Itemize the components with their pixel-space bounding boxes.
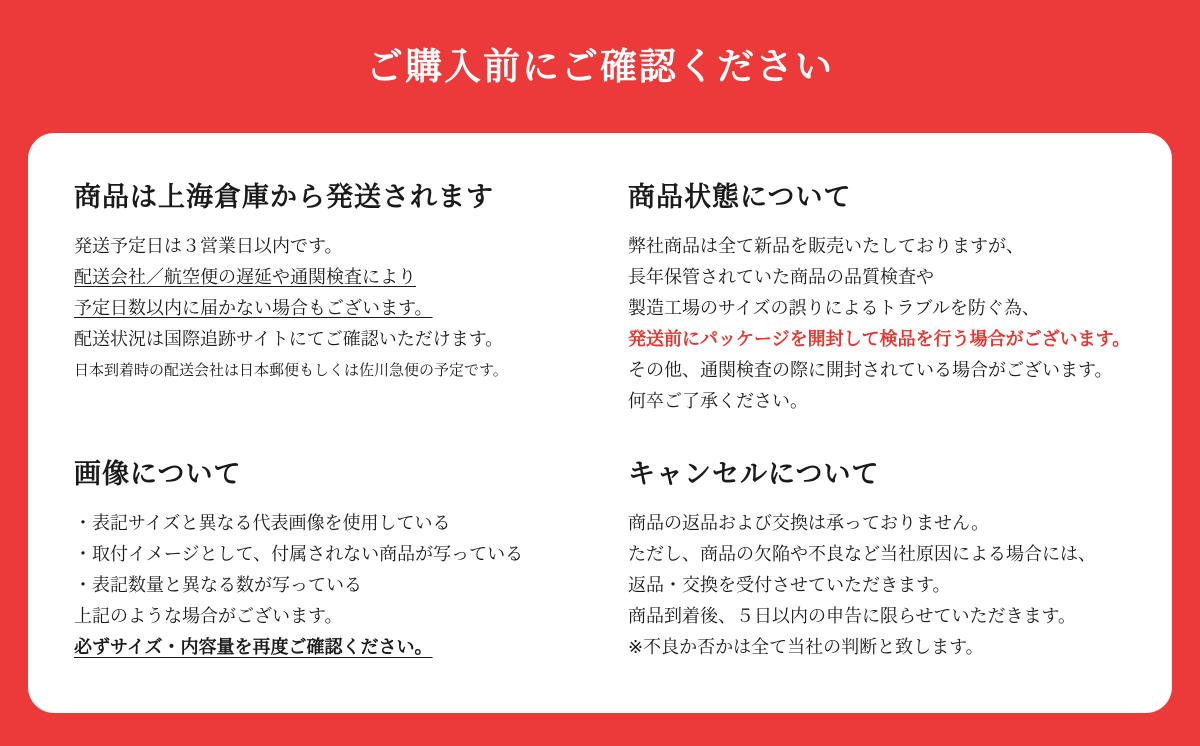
text-line: 予定日数以内に届かない場合もございます。 (74, 297, 433, 319)
text-line: 何卒ご了承ください。 (628, 390, 808, 412)
text-line: 製造工場のサイズの誤りによるトラブルを防ぐ為、 (628, 297, 1040, 319)
page-title: ご購入前にご確認ください (366, 45, 834, 88)
text-line: 商品到着後、５日以内の申告に限らせていただきます。 (628, 605, 1077, 627)
section-cancel-heading: キャンセルについて (628, 458, 880, 490)
text-line: 日本到着時の配送会社は日本郵便もしくは佐川急便の予定です。 (74, 360, 508, 379)
text-line: 上記のような場合がございます。 (74, 605, 343, 627)
notice-card (28, 133, 1172, 713)
text-line: 発送予定日は３営業日以内です。 (74, 236, 343, 257)
section-shipping-heading: 商品は上海倉庫から発送されます (74, 182, 494, 213)
notice-sections-grid (74, 175, 1131, 663)
text-line: 長年保管されていた商品の品質検査や (628, 266, 934, 288)
section-shipping (74, 175, 604, 418)
text-line: 返品・交換を受付させていただきます。 (628, 574, 951, 596)
section-images-lines (74, 509, 604, 664)
section-images-heading: 画像について (74, 458, 242, 490)
text-line: 商品の返品および交換は承っておりません。 (628, 512, 990, 534)
text-line: 弊社商品は全て新品を販売いたしておりますが、 (628, 236, 1024, 257)
section-condition-heading: 商品状態について (628, 182, 852, 213)
text-line: ただし、商品の欠陥や不良など当社原因による場合には、 (628, 543, 1096, 565)
section-cancel-lines (628, 509, 1130, 664)
section-images (74, 440, 604, 664)
text-line-highlight: 発送前にパッケージを開封して検品を行う場合がございます。 (628, 328, 1131, 350)
text-line: 配送状況は国際追跡サイトにてご確認いただけます。 (74, 328, 504, 350)
section-cancel (618, 440, 1130, 664)
section-condition-lines (628, 232, 1130, 418)
text-line: 配送会社／航空便の遅延や通関検査により (74, 266, 416, 288)
section-shipping-lines (74, 232, 604, 384)
text-line: ・表記数量と異なる数が写っている (74, 574, 362, 596)
text-line-emphasis: 必ずサイズ・内容量を再度ご確認ください。 (74, 636, 433, 658)
section-condition (618, 175, 1130, 418)
text-line: ※不良か否かは全て当社の判断と致します。 (628, 636, 984, 658)
text-line: その他、通関検査の際に開封されている場合がございます。 (628, 359, 1113, 381)
text-line: ・表記サイズと異なる代表画像を使用している (74, 512, 451, 534)
text-line: ・取付イメージとして、付属されない商品が写っている (74, 543, 524, 565)
